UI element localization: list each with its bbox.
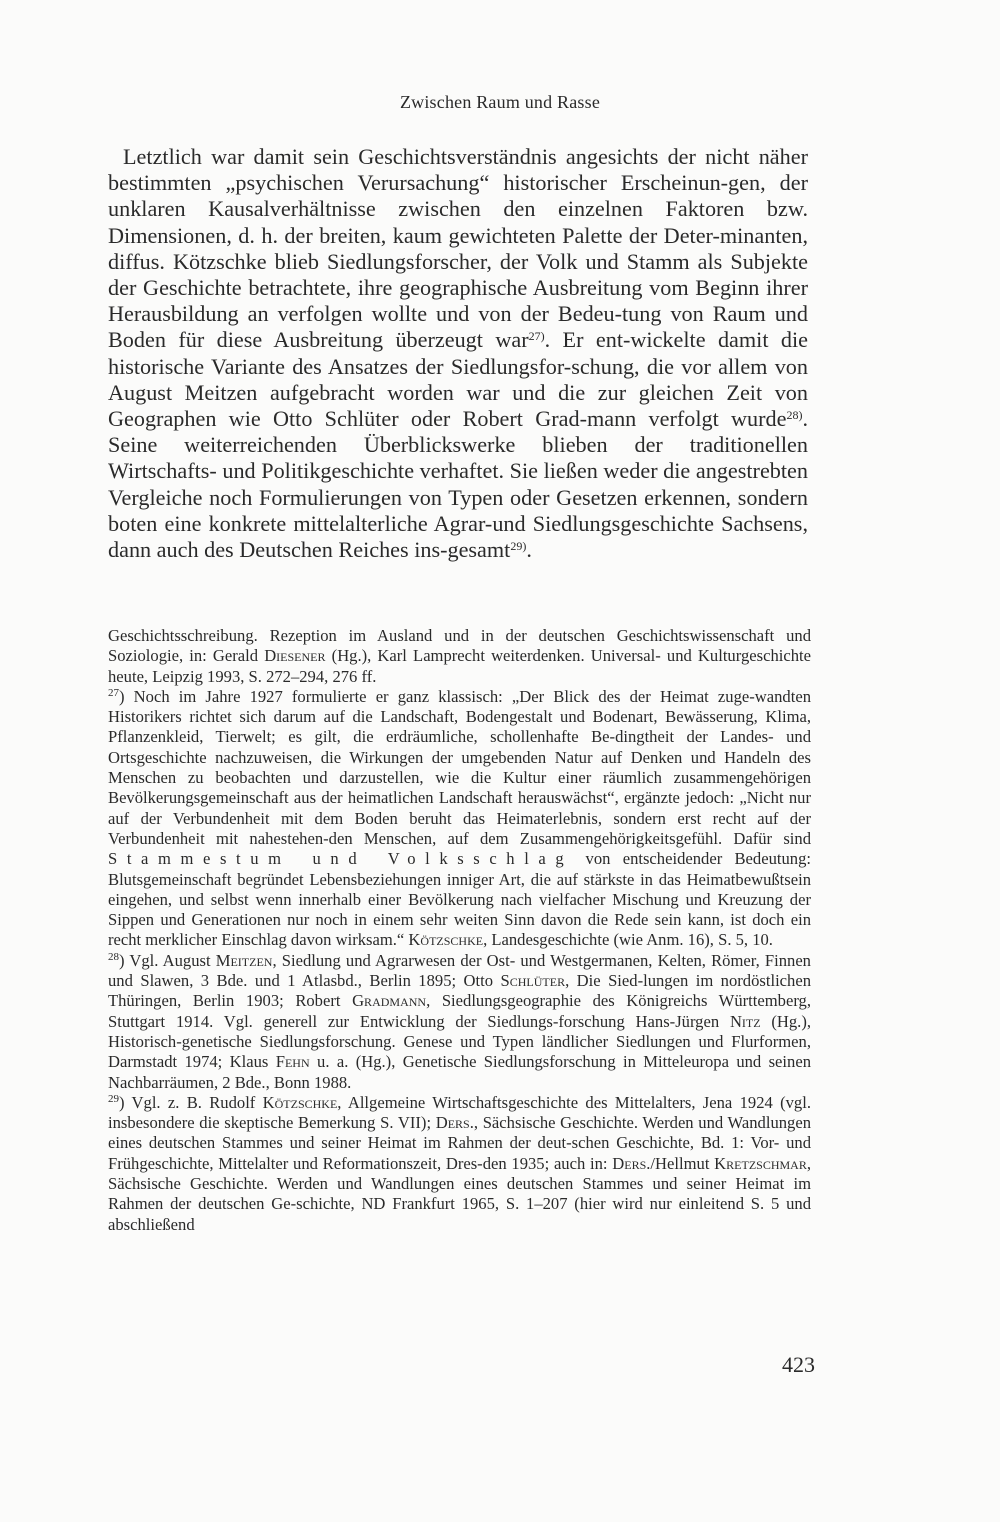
author-name: Schlüter <box>500 971 566 991</box>
author-name: Ders <box>612 1153 647 1173</box>
text-segment: . Seine weiterreichenden Überblickswerke blieben der traditionellen Wirtschafts- und Politikgeschichte verhaftet. Sie ließen weder die angestrebten Vergleiche noch Formulierungen von Typen oder Gesetzen erkennen, sondern boten eine konkrete mittelalterliche Agrar-und Siedlungsgeschichte Sachsens, dann auch des Deutschen Reiches ins-gesamt <box>108 406 808 563</box>
text-segment: (Hg.), Karl Lamprecht weiterdenken. Universal- und Kulturgeschichte heute, Leipzig 1993, S. 272–294, 276 ff. <box>108 646 811 686</box>
text-segment: von entscheidender Bedeutung: Blutsgemeinschaft begründet Lebensbeziehungen inniger Art, die auf stärkste in das Heimatbewußtsein eingehen, und selbst wenn innerhalb einer Bevölkerung nach vielfacher Mischung und Kreuzung der Sippen und Generationen nur noch in einem sehr weiten Sinn davon die Rede sein kann, ist doch ein recht merklicher Einschlag davon wirksam.“ <box>108 849 811 950</box>
paragraph <box>108 144 808 563</box>
footnote-ref-28[interactable]: 28) <box>786 408 803 423</box>
footnote-number: 27 <box>108 686 119 699</box>
text-segment: , Siedlungsgeographie des Königreichs Württemberg, Stuttgart 1914. Vgl. generell zur Entwicklung der Siedlungs-forschung Hans-Jürgen <box>108 991 811 1031</box>
text-segment: , Sächsische Geschichte. Werden und Wandlungen eines deutschen Stammes und seiner Heimat im Rahmen der deutschen Ge-schichte, ND Frankfurt 1965, S. 1–207 (hier wird nur einleitend S. 5 und abschließend <box>108 1153 811 1234</box>
footnote-continuation <box>108 626 811 687</box>
author-name: Nitz <box>729 1011 761 1031</box>
author-name: Gradmann <box>352 991 427 1011</box>
text-segment: Letztlich war damit sein Geschichtsverständnis angesichts der nicht näher bestimmten „psychischen Verursachung“ historischer Erscheinun-gen, der unklaren Kausalverhältnisse zwischen den einzelnen Faktoren bzw. Dimensionen, d. h. der breiten, kaum gewichteten Palette der Deter-minanten, diffus. Kötzschke blieb Siedlungsforscher, der Volk und Stamm als Subjekte der Geschichte betrachtete, ihre geographische Ausbreitung vom Beginn ihrer Herausbildung an verfolgen wollte und von der Bedeu-tung von Raum und Boden für diese Ausbreitung überzeugt war <box>108 144 808 353</box>
author-name: Ders <box>435 1113 470 1133</box>
footnote-27 <box>108 687 811 951</box>
text-segment: u. a. (Hg.), Genetische Siedlungsforschung in Mitteleuropa und seinen Nachbarräumen, 2 Bde., Bonn 1988. <box>108 1052 811 1092</box>
text-segment: Geschichtsschreibung. Rezeption im Ausland und in der deutschen Geschichtswissenschaft und Soziologie, in: Gerald <box>108 626 811 666</box>
text-segment: ./Hellmut <box>646 1153 715 1173</box>
footnote-number: 28 <box>108 950 119 963</box>
text-segment: , Siedlung und Agrarwesen der Ost- und Westgermanen, Kelten, Römer, Finnen und Slawen, 3 Bde. und 1 Atlasbd., Berlin 1895; Otto <box>108 950 811 991</box>
author-name: Meitzen <box>215 950 273 970</box>
text-segment: . Er ent-wickelte damit die historische Variante des Ansatzes der Siedlungsfor-schung, die vor allem von August Meitzen aufgebracht worden war und die zur gleichen Zeit von Geographen wie Otto Schlüter oder Robert Grad-mann verfolgt wurde <box>108 327 808 432</box>
footnotes <box>108 626 811 1235</box>
running-head: Zwischen Raum und Rasse <box>399 92 601 112</box>
page-number: 423 <box>782 1352 815 1377</box>
text-segment: ) Vgl. z. B. Rudolf <box>119 1092 263 1112</box>
author-name: Fehn <box>275 1052 310 1072</box>
author-name: Kötzschke <box>408 930 484 950</box>
text-segment: (Hg.), Historisch-genetische Siedlungsforschung. Genese und Typen ländlicher Siedlungen und Flurformen, Darmstadt 1974; Klaus <box>108 1011 812 1072</box>
text-segment: ) Vgl. August <box>119 950 216 970</box>
footnote-ref-27[interactable]: 27) <box>528 329 545 344</box>
footnote-29 <box>108 1093 811 1235</box>
text-segment: ) Noch im Jahre 1927 formulierte er ganz klassisch: „Der Blick des der Heimat zuge-wandten Historikers richtet sich darum auf die Landschaft, Bodengestalt und Bodenart, Bewässerung, Klima, Pflanzenkleid, Tierwelt; es gilt, die erdräumliche, schollenhafte Be-dingtheit der Landes- und Ortsgeschichte nachzuweisen, die Wirkungen der umgebenden Natur auf Denken und Handeln des Menschen zu beobachten und darzustellen, wie die Kultur einer räumlich zusammengehörigen Bevölkerungsgemeinschaft aus der heimatlichen Landschaft herauswächst“, ergänzte jedoch: „Nicht nur auf der Verbundenheit mit dem Boden beruht das Heimaterlebnis, sondern erst recht auf der Verbundenheit mit nahestehen-den Menschen, auf dem Zusammengehörigkeitsgefühl. Dafür sind <box>108 686 811 848</box>
text-segment: , Allgemeine Wirtschaftsgeschichte des Mittelalters, Jena 1924 (vgl. insbesondere die skeptische Bemerkung S. VII); <box>108 1092 811 1133</box>
footnote-number: 29 <box>108 1092 119 1105</box>
text-segment: , Landesgeschichte (wie Anm. 16), S. 5, 10. <box>483 930 773 950</box>
author-name: Kötzschke <box>262 1092 338 1112</box>
text-segment: . <box>526 537 532 563</box>
footnote-ref-29[interactable]: 29) <box>510 539 527 554</box>
spaced-emphasis: Stammestum und Volksschlag <box>108 849 574 869</box>
main-paragraph <box>108 144 808 563</box>
footnote-28 <box>108 951 811 1093</box>
text-segment: ., Sächsische Geschichte. Werden und Wandlungen eines deutschen Stammes und seiner Heimat im Rahmen der deut-schen Geschichte, Bd. 1: Vor- und Frühgeschichte, Mittelalter und Reformationszeit, Dres-den 1935; auch in: <box>108 1113 811 1173</box>
author-name: Diesener <box>264 646 326 666</box>
text-segment: , Die Sied-lungen im nordöstlichen Thüringen, Berlin 1903; Robert <box>108 971 812 1011</box>
author-name: Kretzschmar <box>714 1153 807 1173</box>
